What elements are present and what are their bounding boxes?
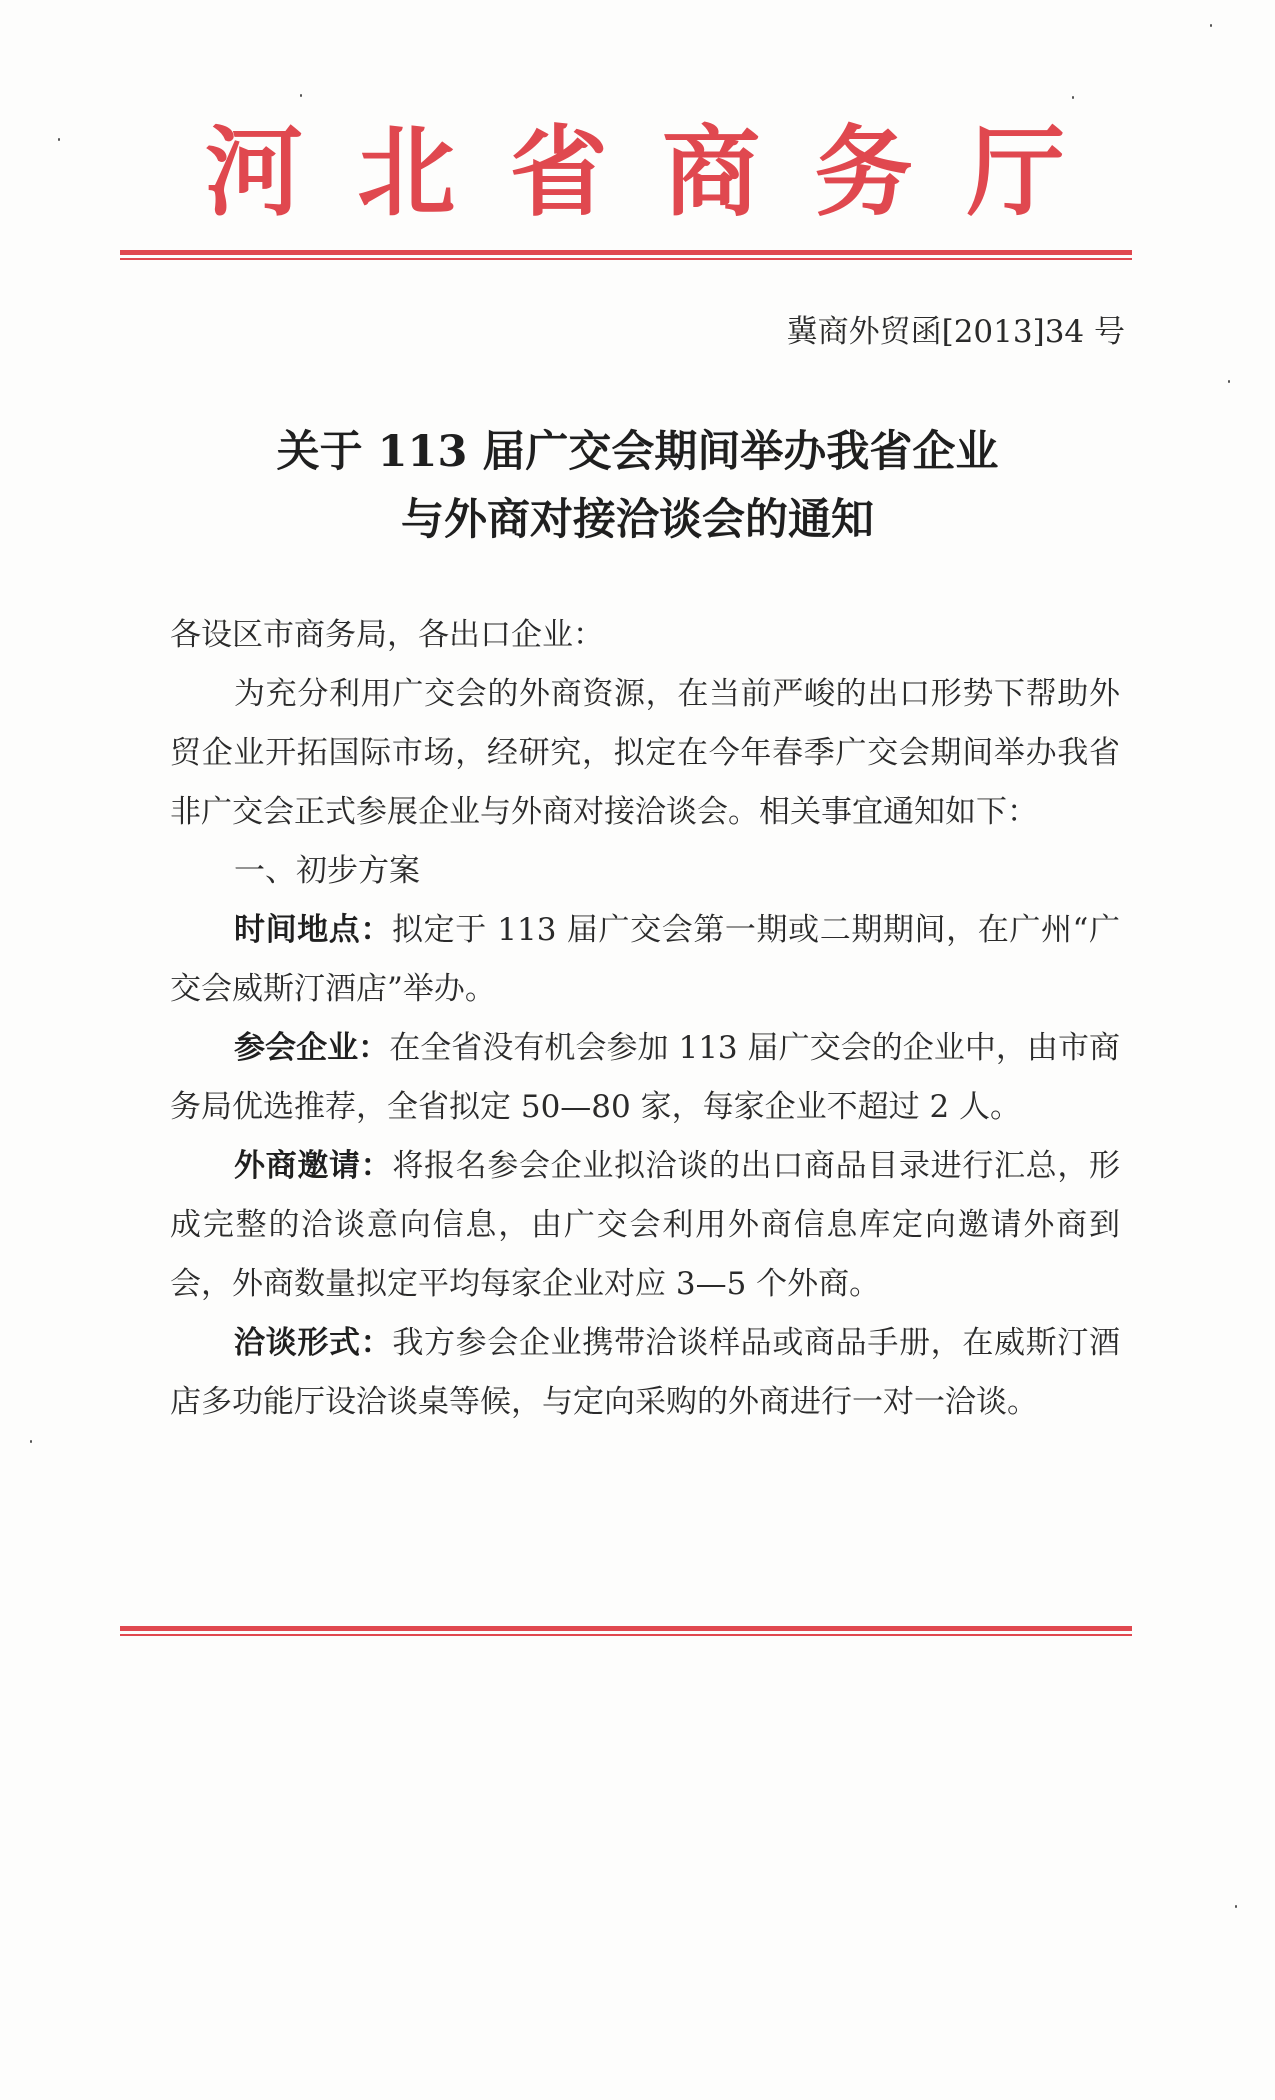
scan-speck xyxy=(300,94,302,97)
document-number: 冀商外贸函[2013]34 号 xyxy=(786,314,1125,350)
scan-speck xyxy=(1072,96,1074,99)
item-label: 洽谈形式： xyxy=(234,1325,393,1361)
org-char: 北 xyxy=(357,115,456,230)
scan-speck xyxy=(30,1440,32,1443)
document-body xyxy=(170,606,1120,1432)
footer-red-rule xyxy=(120,1626,1132,1636)
org-char: 厅 xyxy=(966,115,1065,230)
issuing-organization-header xyxy=(205,115,1065,230)
org-char: 河 xyxy=(205,115,304,230)
scan-speck xyxy=(1228,380,1230,383)
item-text: 我方参会企业携带洽谈样品或商品手册，在威斯汀酒店多功能厅设洽谈桌等候，与定向采购的外商进行一对一洽谈。 xyxy=(170,1325,1121,1420)
title-line-1: 关于 113 届广交会期间举办我省企业 xyxy=(276,427,999,477)
item-text: 在全省没有机会参加 113 届广交会的企业中，由市商务局优选推荐，全省拟定 50—80 家，每家企业不超过 2 人。 xyxy=(170,1030,1120,1125)
scan-speck xyxy=(1210,24,1212,27)
scan-speck xyxy=(1235,1905,1237,1908)
org-char: 务 xyxy=(814,115,913,230)
intro-paragraph: 为充分利用广交会的外商资源，在当前严峻的出口形势下帮助外贸企业开拓国际市场，经研究，拟定在今年春季广交会期间举办我省非广交会正式参展企业与外商对接洽谈会。相关事宜通知如下： xyxy=(170,676,1120,830)
item-invitation xyxy=(170,1137,1120,1314)
item-text: 拟定于 113 届广交会第一期或二期期间，在广州“广交会威斯汀酒店”举办。 xyxy=(170,912,1120,1007)
document-title xyxy=(170,418,1105,554)
item-text: 将报名参会企业拟洽谈的出口商品目录进行汇总，形成完整的洽谈意向信息，由广交会利用外商信息库定向邀请外商到会，外商数量拟定平均每家企业对应 3—5 个外商。 xyxy=(170,1148,1121,1302)
title-line-2: 与外商对接洽谈会的通知 xyxy=(401,495,874,545)
letterhead-red-rule xyxy=(120,250,1132,260)
item-label: 时间地点： xyxy=(234,912,393,948)
scan-speck xyxy=(58,138,60,141)
item-participants xyxy=(170,1019,1120,1137)
item-label: 外商邀请： xyxy=(234,1148,393,1184)
item-label: 参会企业： xyxy=(234,1030,390,1066)
item-time-place xyxy=(170,901,1120,1019)
section-heading: 一、初步方案 xyxy=(234,853,420,889)
org-char: 商 xyxy=(662,115,761,230)
org-char: 省 xyxy=(509,115,608,230)
item-format xyxy=(170,1314,1120,1432)
salutation: 各设区市商务局，各出口企业： xyxy=(170,617,604,653)
